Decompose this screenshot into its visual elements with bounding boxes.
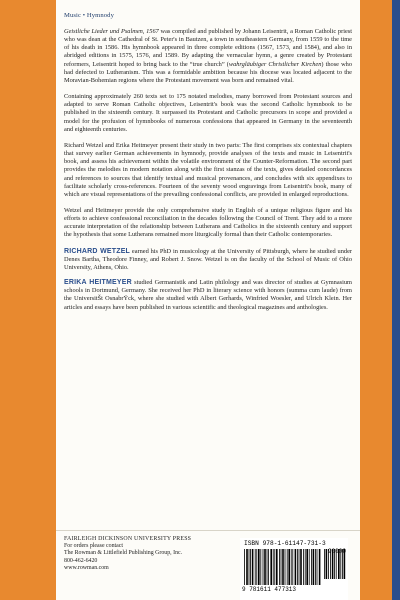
barcode-bar (299, 549, 300, 585)
barcode-bar (273, 549, 274, 585)
barcode-bar (311, 549, 312, 585)
author-bio-wetzel (64, 248, 352, 272)
author-bio-text: studied Germanistik and Latin philology and was director of studies at Gymnasium schools in Dortmund, Germany. She received her PhD in literary science with honors (summa cum laude) from the UniversitŠt OsnabrŸck, where she studied with Albert Gerhards, Winfried Woesler, and Ulrich Klein. Her articles and essays have been published in various scientific and theological magazines and anthologies. (64, 279, 352, 311)
barcode-bar (246, 549, 248, 585)
description-paragraph-3: Richard Wetzel and Erika Heitmeyer present their study in two parts: The first comprises six contextual chapters that survey earlier German achievements in hymnody, provide analyses of the texts and music in Leisentrit's book, and assess his achievement within the volatile environment of the Counter-Reformation. The second part provides the melodies in modern notation along with the first stanzas of the texts, gives detailed concordances and references to sources that identify textual and musical provenances, and concludes with six appendixes to facilitate scholarly cross-references. Fourteen of the seventy wood engravings from Leisentrit's book, many of which are visual representations of the prevailing confessional conflicts, are provided in enlarged reproductions. (64, 141, 352, 198)
paragraph-1-text: was compiled and published by Johann Leisentrit, a Roman Catholic priest who was dean at the Cathedral of St. Peter's in Bautzen, a town in southeastern Germany, from 1559 to the time of his death in 1586. His hymnbook appeared in three complete editions (1567, 1573, and 1584), and also in abridged editions in 1575, 1576, and 1589. By adapting the vernacular hymn, a genre created by Protestant reformers, Leisentrit hoped to bring back to the “true church” ( (64, 28, 352, 68)
publisher-footer (56, 530, 360, 600)
author-bio-text: earned his PhD in musicology at the University of Pittsburgh, where he studied under Denes Bartha, Theodore Finney, and Robert J. Snow. Wetzel is on the faculty of the School of Music of Ohio University, Athens, Ohio. (64, 247, 353, 271)
barcode-bar (315, 549, 316, 585)
barcode-bar (306, 549, 308, 585)
phone-number: 800-462-6420 (64, 557, 98, 564)
barcode-bar (255, 549, 256, 585)
cover-edge-stripe (392, 0, 400, 600)
barcode-bar (258, 549, 260, 585)
barcode-bar (252, 549, 254, 585)
barcode-bar (281, 549, 282, 585)
barcode-bar (256, 549, 257, 585)
barcode-bar (279, 549, 280, 585)
back-cover-text-panel (56, 0, 360, 568)
barcode-bar (309, 549, 310, 585)
barcode-bar (260, 549, 261, 585)
website-url: www.rowman.com (64, 564, 109, 571)
barcode-bars (244, 549, 322, 585)
description-paragraph-1 (64, 28, 352, 85)
barcode-bar (324, 549, 325, 579)
barcode-bar (264, 549, 266, 585)
barcode-bar (249, 549, 250, 585)
description-paragraph-2: Containing approximately 260 texts set to 175 notated melodies, many borrowed from Protestant sources and adapted to serve Roman Catholic objectives, Leisentrit's book was the second Catholic hymnbook to be published in the sixteenth century. It surpassed its Protestant and Catholic precursors in scope and provided a model for the profusion of hymnbooks of numerous confessions that appeared in Germany in the seventeenth and eighteenth centuries. (64, 93, 352, 133)
book-title-italic: Geistliche Lieder und Psalmen, 1567 (64, 28, 159, 35)
quoted-term-italic: wahrgläubiger Christlicher Kirchen (228, 60, 322, 68)
ean-digits: 9 781611 477313 (242, 586, 297, 593)
barcode-bar (288, 549, 290, 585)
orders-line: For orders please contact (64, 543, 124, 550)
barcode-bar (267, 549, 268, 585)
barcode-bar (317, 549, 318, 585)
barcode-bar (292, 549, 293, 585)
barcode-bar (291, 549, 292, 585)
barcode-bar (319, 549, 321, 585)
author-bio-heitmeyer (64, 279, 352, 312)
barcode-bar (295, 549, 297, 585)
price-code: 90000 (327, 548, 346, 555)
barcode-bar (287, 549, 288, 585)
barcode-bar (268, 549, 269, 585)
author-name: ERIKA HEITMEYER (64, 279, 132, 287)
barcode-bar (326, 549, 328, 579)
barcode-bar (313, 549, 315, 585)
isbn-number: ISBN 978-1-61147-731-3 (244, 540, 326, 547)
barcode-bar (244, 549, 245, 585)
barcode-bar (300, 549, 302, 585)
barcode-bar (274, 549, 275, 585)
barcode-bar (276, 549, 278, 585)
barcode-bar (305, 549, 306, 585)
barcode-bar (250, 549, 251, 585)
barcode-bar (282, 549, 284, 585)
barcode-bar (297, 549, 298, 585)
description-paragraph-4: Wetzel and Heitmeyer provide the only comprehensive study in English of a unique religious figure and his efforts to achieve confessional reconciliation in the decades following the Council of Trent. They add to a more accurate interpretation of the relationship between Lutherans and Catholics in the sixteenth century and support the hypothesis that some Lutherans remained more liturgically formal than their Catholic contemporaries. (64, 206, 352, 239)
category-label: Music • Hymnody (64, 12, 114, 19)
press-name: FAIRLEIGH DICKINSON UNIVERSITY PRESS (64, 536, 192, 542)
barcode-bar (263, 549, 264, 585)
distributor-name: The Rowman & Littlefield Publishing Group, Inc. (64, 550, 183, 557)
barcode-bar (303, 549, 304, 585)
isbn-barcode (240, 538, 348, 600)
barcode-bar (270, 549, 272, 585)
paragraph-1-text-end: ) those who had defected to Lutheranism. This was a formidable ambition because his diocese was located adjacent to the Moravian-Bohemian regions where the Protestant movement was born and remained vital. (64, 60, 352, 84)
author-name: RICHARD WETZEL (64, 247, 131, 255)
barcode-bar (285, 549, 286, 585)
